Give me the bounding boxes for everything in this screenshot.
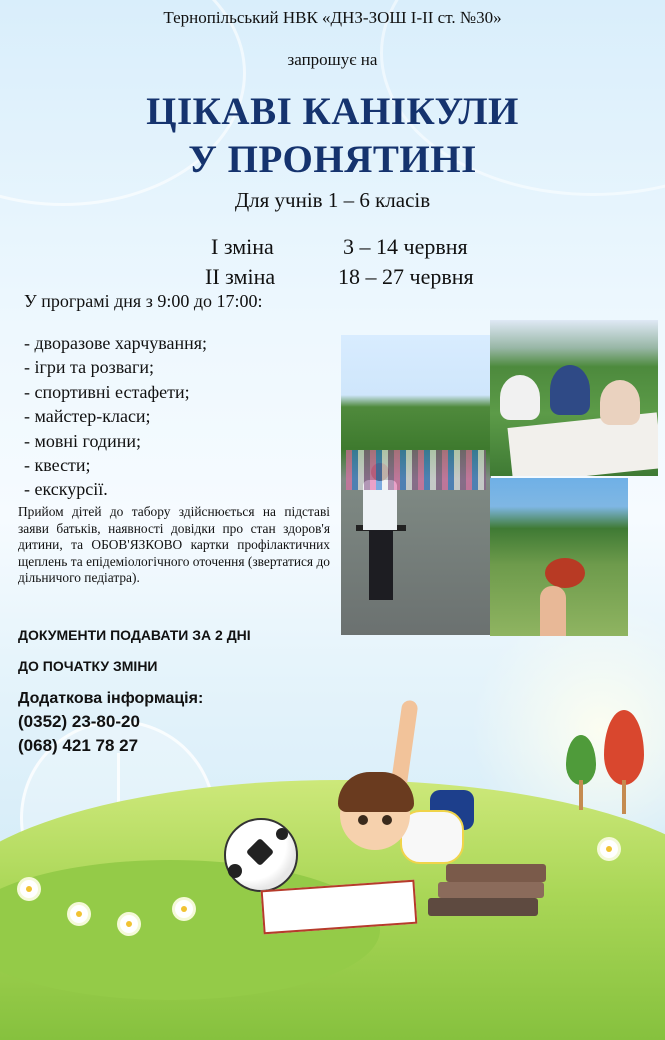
flower-decoration <box>120 915 138 933</box>
activities-list <box>24 331 207 502</box>
shift-2-name: ІІ зміна <box>205 264 276 289</box>
list-item: - спортивні естафети; <box>24 381 190 402</box>
list-item: - мовні години; <box>24 430 141 451</box>
shift-1-dates: 3 – 14 червня <box>343 234 468 259</box>
title-line-1: ЦІКАВІ КАНІКУЛИ <box>146 90 519 133</box>
book-stack <box>428 864 548 924</box>
list-item: - дворазове харчування; <box>24 333 208 353</box>
flower-decoration <box>600 840 618 858</box>
list-item: - ігри та розваги; <box>24 357 154 378</box>
phone-number: (0352) 23-80-20 <box>18 712 140 731</box>
flower-decoration <box>20 880 38 898</box>
list-item: - майстер-класи; <box>24 406 151 427</box>
list-item: - квести; <box>24 455 91 476</box>
documents-deadline-line-2: ДО ПОЧАТКУ ЗМІНИ <box>18 658 158 674</box>
photo-children-drawing <box>490 320 658 476</box>
target-audience: Для учнів 1 – 6 класів <box>234 188 431 212</box>
documents-deadline-line-1: ДОКУМЕНТИ ПОДАВАТИ ЗА 2 ДНІ <box>18 627 251 643</box>
tree-trunk <box>622 780 626 814</box>
list-item: - екскурсії. <box>24 479 108 500</box>
title-line-2: У ПРОНЯТИНІ <box>188 138 477 181</box>
photo-children-exercise <box>341 335 491 635</box>
organization-name: Тернопільський НВК «ДНЗ-ЗОШ І-ІІ ст. №30» <box>163 8 502 27</box>
page-title <box>0 88 665 184</box>
photo-children-nature-walk <box>490 478 628 636</box>
program-intro: У програмі дня з 9:00 до 17:00: <box>24 291 263 311</box>
shift-1-name: І зміна <box>211 234 274 259</box>
flower-decoration <box>175 900 193 918</box>
phone-number: (068) 421 78 27 <box>18 736 139 755</box>
flower-decoration <box>70 905 88 923</box>
tree-trunk <box>579 780 583 810</box>
shift-2-dates: 18 – 27 червня <box>338 264 474 289</box>
invite-text: запрошує на <box>287 50 378 69</box>
contact-label: Додаткова інформація: <box>18 690 204 707</box>
admission-note: Прийом дітей до табору здійснюється на підставі заяви батьків, наявності довідки про стан здоров'я дитини, та ОБОВ'ЯЗКОВО картки профілактичних щеплень та епідеміологічного оточення (звертатися до дільничого педіатра). <box>18 504 330 586</box>
soccer-ball <box>224 818 298 892</box>
